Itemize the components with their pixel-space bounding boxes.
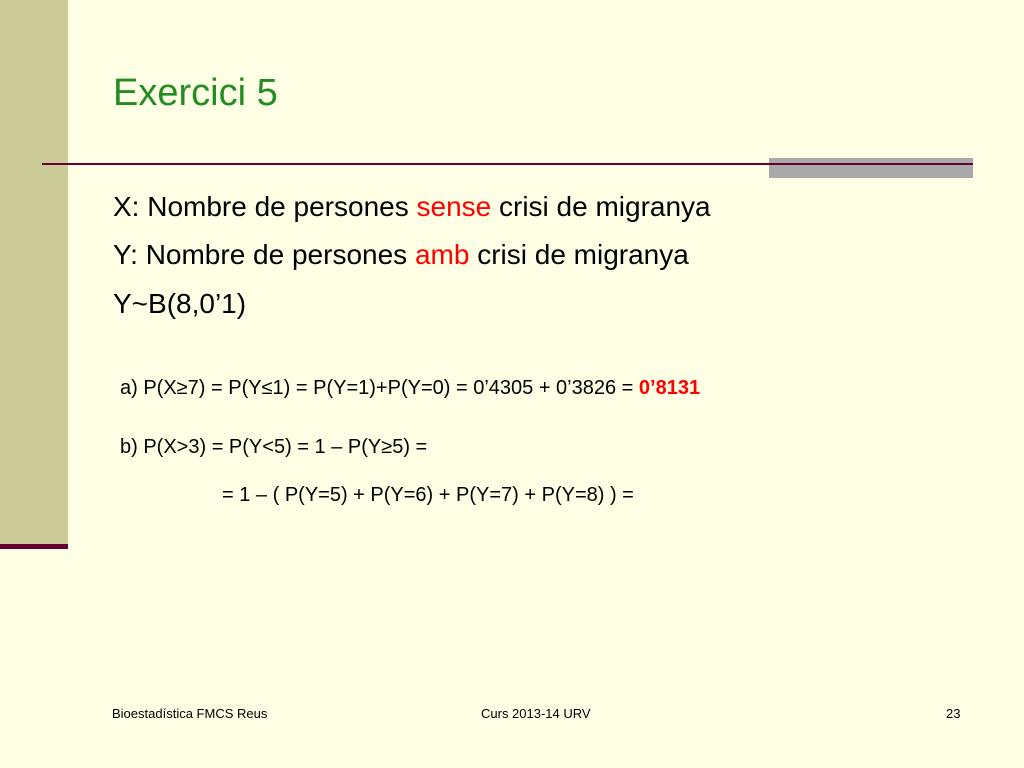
- y-definition: [113, 239, 689, 271]
- footer-center: Curs 2013-14 URV: [481, 706, 591, 721]
- x-definition-prefix: X: Nombre de persones: [113, 191, 417, 222]
- x-definition: [113, 191, 711, 223]
- sidebar-decoration: [0, 0, 68, 544]
- sidebar-rule: [0, 544, 68, 549]
- accent-bar: [769, 158, 973, 178]
- part-a-answer: 0’8131: [638, 377, 701, 399]
- y-definition-prefix: Y: Nombre de persones: [113, 239, 415, 270]
- part-a-formula: [120, 377, 700, 400]
- page-number: 23: [946, 706, 961, 721]
- y-definition-suffix: crisi de migranya: [469, 239, 689, 270]
- footer-left: Bioestadística FMCS Reus: [112, 706, 268, 721]
- part-b-line1: b) P(X>3) = P(Y<5) = 1 – P(Y≥5) =: [120, 436, 428, 458]
- y-definition-highlight: amb: [414, 239, 470, 270]
- x-definition-highlight: sense: [416, 191, 492, 222]
- distribution-line: Y~B(8,0’1): [113, 288, 247, 319]
- slide-title: Exercici 5: [113, 72, 278, 114]
- part-a-text: a) P(X≥7) = P(Y≤1) = P(Y=1)+P(Y=0) = 0’4305 + 0’3826 =: [120, 377, 639, 399]
- accent-divider: [769, 163, 973, 165]
- x-definition-suffix: crisi de migranya: [491, 191, 711, 222]
- part-b-line2: = 1 – ( P(Y=5) + P(Y=6) + P(Y=7) + P(Y=8) ) =: [222, 484, 634, 506]
